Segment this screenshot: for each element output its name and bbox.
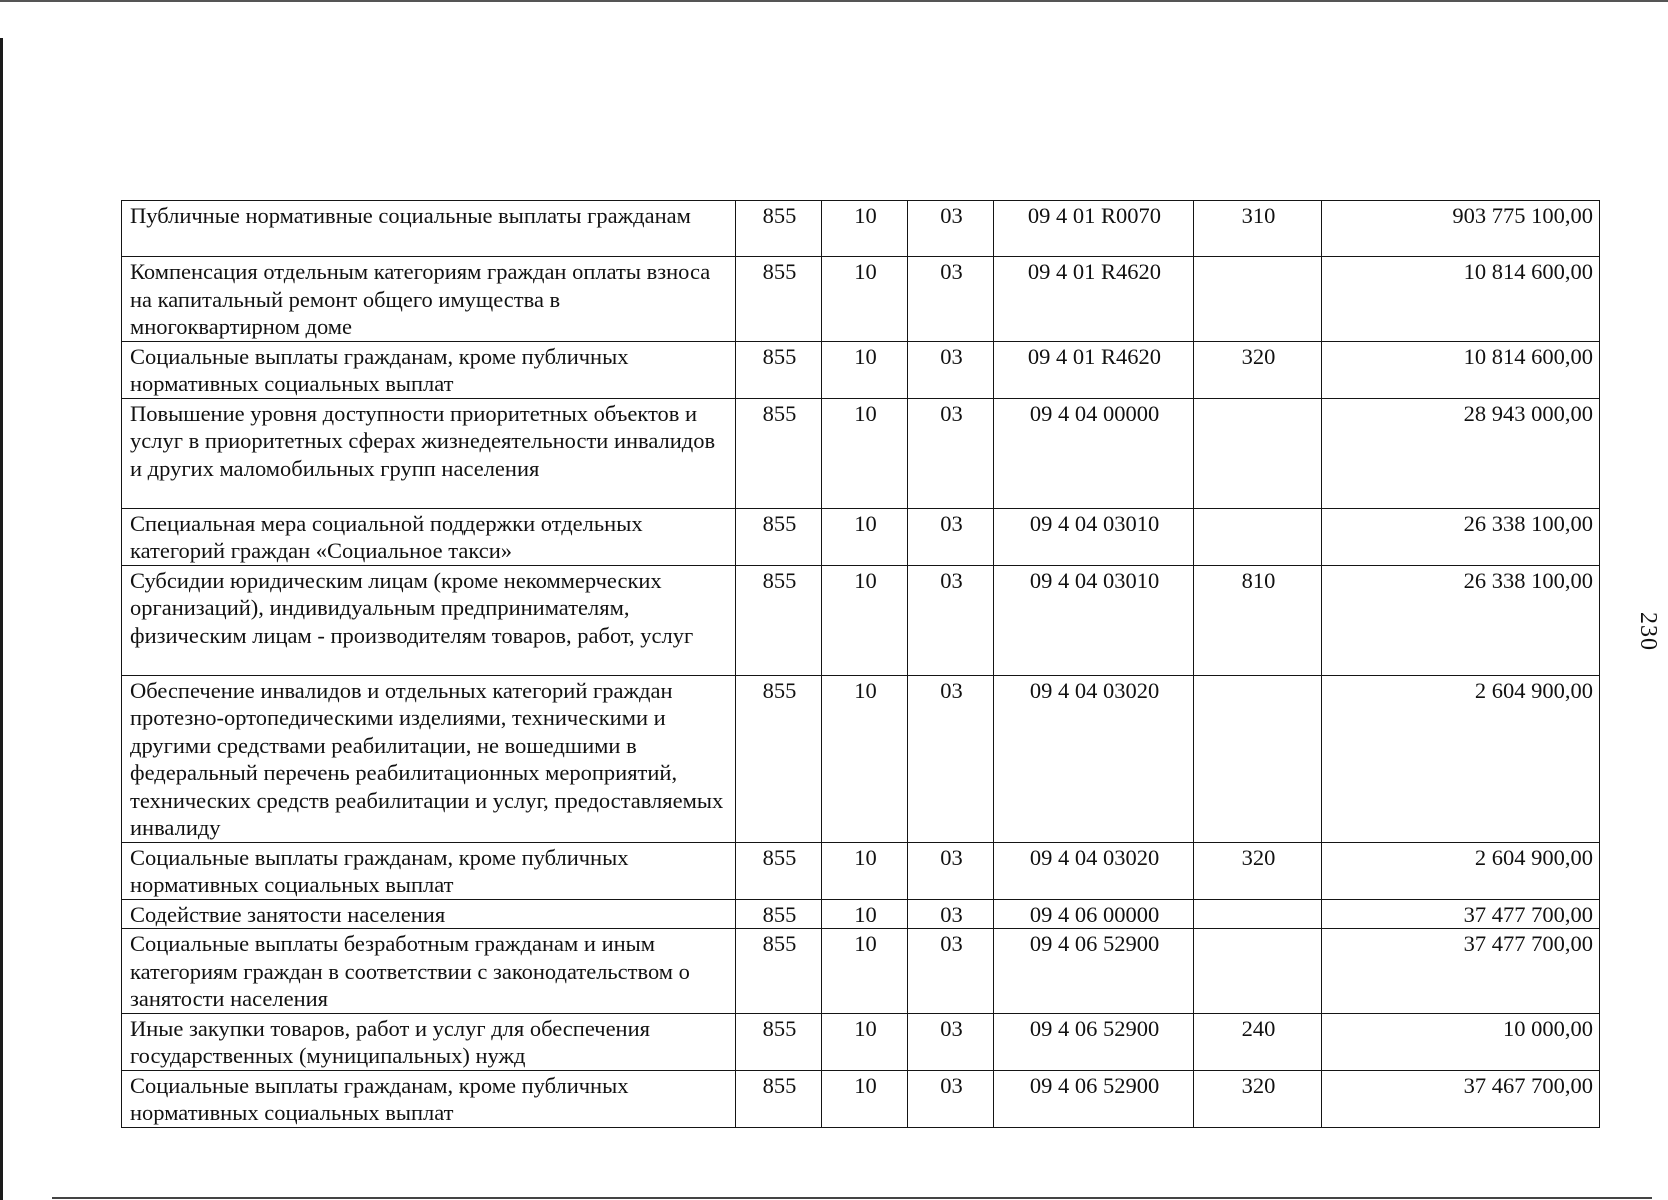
subsection-code-cell: 03: [908, 341, 994, 398]
amount-cell: 37 477 700,00: [1322, 899, 1600, 929]
target-article-cell: 09 4 04 03010: [994, 508, 1194, 565]
budget-table-body: [122, 201, 1600, 1128]
table-row: [122, 675, 1600, 842]
ministry-code-cell: 855: [736, 508, 822, 565]
subsection-code-cell: 03: [908, 257, 994, 342]
amount-cell: 37 467 700,00: [1322, 1070, 1600, 1127]
amount-cell: 28 943 000,00: [1322, 398, 1600, 508]
table-row: [122, 842, 1600, 899]
row-name-cell: Социальные выплаты безработным гражданам и иным категориям граждан в соответствии с законодательством о занятости населения: [122, 929, 736, 1014]
section-code-cell: 10: [822, 1013, 908, 1070]
target-article-cell: 09 4 06 00000: [994, 899, 1194, 929]
row-name-cell: Субсидии юридическим лицам (кроме некоммерческих организаций), индивидуальным предпринимателям, физическим лицам - производителям товаров, работ, услуг: [122, 565, 736, 675]
amount-cell: 26 338 100,00: [1322, 565, 1600, 675]
budget-table: [121, 200, 1600, 1128]
expense-type-cell: [1194, 899, 1322, 929]
table-row: [122, 565, 1600, 675]
section-code-cell: 10: [822, 257, 908, 342]
section-code-cell: 10: [822, 201, 908, 257]
expense-type-cell: [1194, 675, 1322, 842]
target-article-cell: 09 4 06 52900: [994, 1070, 1194, 1127]
expense-type-cell: 320: [1194, 1070, 1322, 1127]
section-code-cell: 10: [822, 675, 908, 842]
row-name-cell: Социальные выплаты гражданам, кроме публичных нормативных социальных выплат: [122, 341, 736, 398]
section-code-cell: 10: [822, 565, 908, 675]
section-code-cell: 10: [822, 341, 908, 398]
subsection-code-cell: 03: [908, 899, 994, 929]
row-name-cell: Иные закупки товаров, работ и услуг для обеспечения государственных (муниципальных) нужд: [122, 1013, 736, 1070]
row-name-cell: Обеспечение инвалидов и отдельных категорий граждан протезно-ортопедическими изделиями, техническими и другими средствами реабилитации, не вошедшими в федеральный перечень реабилитационных мероприятий, технических средств реабилитации и услуг, предоставляемых инвалиду: [122, 675, 736, 842]
expense-type-cell: [1194, 257, 1322, 342]
ministry-code-cell: 855: [736, 929, 822, 1014]
ministry-code-cell: 855: [736, 1070, 822, 1127]
target-article-cell: 09 4 06 52900: [994, 929, 1194, 1014]
subsection-code-cell: 03: [908, 201, 994, 257]
table-row: [122, 508, 1600, 565]
target-article-cell: 09 4 01 R4620: [994, 341, 1194, 398]
target-article-cell: 09 4 01 R4620: [994, 257, 1194, 342]
ministry-code-cell: 855: [736, 675, 822, 842]
subsection-code-cell: 03: [908, 842, 994, 899]
row-name-cell: Социальные выплаты гражданам, кроме публичных нормативных социальных выплат: [122, 842, 736, 899]
row-name-cell: Публичные нормативные социальные выплаты гражданам: [122, 201, 736, 257]
subsection-code-cell: 03: [908, 929, 994, 1014]
scan-border-top: [0, 0, 1668, 2]
target-article-cell: 09 4 06 52900: [994, 1013, 1194, 1070]
table-row: [122, 398, 1600, 508]
expense-type-cell: 240: [1194, 1013, 1322, 1070]
target-article-cell: 09 4 04 03010: [994, 565, 1194, 675]
target-article-cell: 09 4 04 03020: [994, 842, 1194, 899]
subsection-code-cell: 03: [908, 675, 994, 842]
scan-border-left: [0, 38, 3, 1200]
table-row: [122, 1013, 1600, 1070]
amount-cell: 903 775 100,00: [1322, 201, 1600, 257]
subsection-code-cell: 03: [908, 565, 994, 675]
expense-type-cell: 320: [1194, 341, 1322, 398]
row-name-cell: Социальные выплаты гражданам, кроме публичных нормативных социальных выплат: [122, 1070, 736, 1127]
amount-cell: 37 477 700,00: [1322, 929, 1600, 1014]
ministry-code-cell: 855: [736, 899, 822, 929]
ministry-code-cell: 855: [736, 257, 822, 342]
table-row: [122, 929, 1600, 1014]
expense-type-cell: [1194, 398, 1322, 508]
scan-border-bottom: [52, 1197, 1652, 1199]
table-row: [122, 201, 1600, 257]
amount-cell: 2 604 900,00: [1322, 675, 1600, 842]
subsection-code-cell: 03: [908, 508, 994, 565]
row-name-cell: Специальная мера социальной поддержки отдельных категорий граждан «Социальное такси»: [122, 508, 736, 565]
amount-cell: 10 000,00: [1322, 1013, 1600, 1070]
ministry-code-cell: 855: [736, 842, 822, 899]
section-code-cell: 10: [822, 899, 908, 929]
subsection-code-cell: 03: [908, 1070, 994, 1127]
ministry-code-cell: 855: [736, 341, 822, 398]
expense-type-cell: 810: [1194, 565, 1322, 675]
section-code-cell: 10: [822, 398, 908, 508]
table-row: [122, 899, 1600, 929]
row-name-cell: Содействие занятости населения: [122, 899, 736, 929]
subsection-code-cell: 03: [908, 398, 994, 508]
amount-cell: 10 814 600,00: [1322, 341, 1600, 398]
amount-cell: 2 604 900,00: [1322, 842, 1600, 899]
row-name-cell: Компенсация отдельным категориям граждан оплаты взноса на капитальный ремонт общего имущества в многоквартирном доме: [122, 257, 736, 342]
amount-cell: 10 814 600,00: [1322, 257, 1600, 342]
expense-type-cell: [1194, 929, 1322, 1014]
target-article-cell: 09 4 01 R0070: [994, 201, 1194, 257]
expense-type-cell: 320: [1194, 842, 1322, 899]
section-code-cell: 10: [822, 929, 908, 1014]
ministry-code-cell: 855: [736, 565, 822, 675]
table-row: [122, 341, 1600, 398]
section-code-cell: 10: [822, 842, 908, 899]
target-article-cell: 09 4 04 03020: [994, 675, 1194, 842]
amount-cell: 26 338 100,00: [1322, 508, 1600, 565]
target-article-cell: 09 4 04 00000: [994, 398, 1194, 508]
table-row: [122, 1070, 1600, 1127]
expense-type-cell: 310: [1194, 201, 1322, 257]
ministry-code-cell: 855: [736, 398, 822, 508]
section-code-cell: 10: [822, 1070, 908, 1127]
ministry-code-cell: 855: [736, 1013, 822, 1070]
section-code-cell: 10: [822, 508, 908, 565]
page-number: 230: [1635, 612, 1661, 651]
subsection-code-cell: 03: [908, 1013, 994, 1070]
ministry-code-cell: 855: [736, 201, 822, 257]
expense-type-cell: [1194, 508, 1322, 565]
row-name-cell: Повышение уровня доступности приоритетных объектов и услуг в приоритетных сферах жизнедеятельности инвалидов и других маломобильных групп населения: [122, 398, 736, 508]
table-row: [122, 257, 1600, 342]
